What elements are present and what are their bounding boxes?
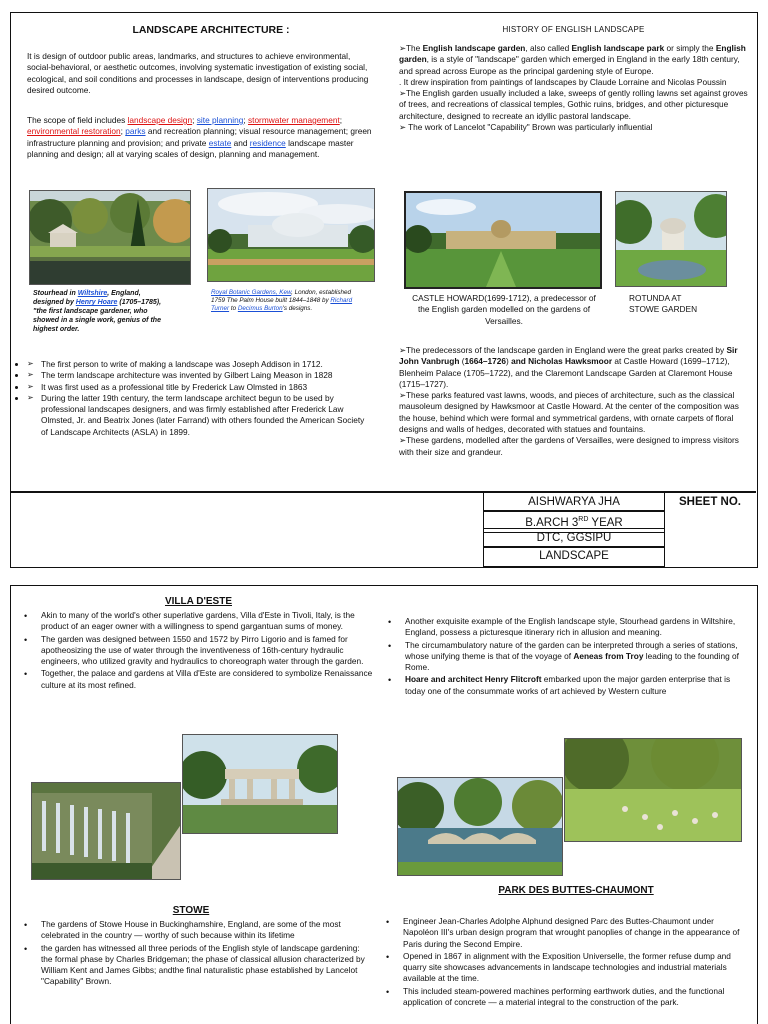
caption-stourhead: Stourhead in Wiltshire, England, designed by Henry Hoare (1705–1785), "the first landscape gardener, who showed in a single work, genius of the highest order. — [33, 290, 162, 334]
link-residence[interactable]: residence — [249, 137, 286, 148]
parks-featured-para: ➢These parks featured vast lawns, woods, and pieces of architecture, such as the classical mausoleum designed by Hawksmoor at Castle Howard. At the center of the composition was the house, behind which were formal and symmetrical gardens, with ornate carpets of floral designs and walls of hedges, decorated with statues and fountains. — [399, 390, 739, 434]
kew-palm-house-photo — [207, 188, 375, 282]
villa-deste-title: VILLA D'ESTE — [164, 596, 232, 607]
sheet-1 — [10, 12, 758, 568]
link-site-planning[interactable]: site planning — [196, 115, 244, 125]
link-environmental-restoration[interactable]: environmental restoration — [27, 126, 121, 137]
list-item: • The circumambulatory nature of the garden can be interpreted through a series of stations, whose unifying theme is that of the voyage of Aeneas from Troy leading to the founding of Rome. — [385, 640, 747, 674]
right-title: HISTORY OF ENGLISH LANDSCAPE — [502, 25, 645, 34]
history-para-3: ➢The English garden usually included a lake, sweeps of gently rolling lawns set against groves of trees, and recreations of classical temples, Gothic ruins, bridges, and other picturesque architecture, designed to recreate an idyllic pastoral landscape. — [399, 88, 748, 121]
left-title: LANDSCAPE ARCHITECTURE : — [132, 24, 290, 36]
stowe-palladian-bridge-photo — [182, 734, 338, 834]
list-item: • Opened in 1867 in alignment with the Exposition Universelle, the former refuse dump and quarry site showcases advancements in landscape technologies and industrial materials available at the time. — [383, 951, 749, 985]
link-richard-turner[interactable]: Richard Turner — [211, 297, 353, 313]
predecessors-text — [399, 345, 749, 458]
list-item: ➢ • The term landscape architecture was invented by Gilbert Laing Meason in 1828 — [27, 370, 372, 381]
link-decimus-burton[interactable]: Decimus Burton — [237, 305, 283, 313]
history-para-1: ➢The English landscape garden, also called English landscape park or simply the English garden, is a style of "landscape" garden which emerged in England in the early 18th century, and spread across Europe as the principal gardening style of Europe. — [399, 43, 746, 76]
stourhead-photo — [29, 190, 191, 285]
villa-points — [21, 610, 373, 692]
predecessors-para: ➢The predecessors of the landscape garden in England were the great parks created by Sir John Vanbrugh (1664–1726) and Nicholas Hawksmoor at Castle Howard (1699–1712), Blenheim Palace (1705–1722), and the Claremont Landscape Garden at Claremont House (1715–1727). — [399, 345, 738, 389]
link-parks[interactable]: parks — [125, 126, 146, 137]
left-points — [27, 359, 372, 438]
link-landscape-design[interactable]: landscape design — [127, 115, 193, 125]
caption-kew: Royal Botanic Gardens, Kew, London, established 1759 The Palm House built 1844–1848 by Richard Turner to Decimus Burton's designs. — [211, 289, 353, 313]
stowe-title: STOWE — [172, 905, 210, 916]
list-item: • the garden has witnessed all three periods of the English style of landscape gardening: the formal phase by Charles Bridgeman; the phase of classical allusion characterized by William Kent and James Gibbs; andthe final naturalistic phase established by Lancelot "Capability" Brown. — [21, 943, 373, 988]
list-item: • Engineer Jean-Charles Adolphe Alphund designed Parc des Buttes-Chaumont under Napoléon III's urban design program that wrought panoplies of change in the appearance of Paris during the Second Empire. — [383, 916, 749, 950]
history-para-2: . It drew inspiration from paintings of landscapes by Claude Lorraine and Nicolas Poussin — [399, 76, 727, 87]
buttes-chaumont-title: PARK DES BUTTES-CHAUMONT — [498, 885, 654, 896]
college-name: DTC, GGSIPU — [483, 528, 665, 548]
sheet-2 — [10, 585, 758, 1024]
list-item: ➢ • The first person to write of making a landscape was Joseph Addison in 1712. — [27, 359, 372, 370]
link-wiltshire[interactable]: Wiltshire — [77, 290, 108, 297]
list-item: ➢ • During the latter 19th century, the term landscape architect begun to be used by professional landscapes designers, and was firmly established after Frederick Law Olmsted, Jr. and Beatrix Jones (later Farrand) with others founded the American Society of Landscape Architects (ASLA) in 1899. — [27, 393, 372, 438]
link-stormwater[interactable]: stormwater management — [247, 115, 340, 125]
rotunda-photo — [615, 191, 727, 287]
stowe-points — [21, 919, 373, 989]
link-kew[interactable]: Royal Botanic Gardens, Kew — [211, 289, 292, 296]
sheet-no-label: SHEET NO. — [679, 496, 741, 508]
list-item: • Another exquisite example of the English landscape style, Stourhead gardens in Wiltshire, England, possess a picturesque itinerary rich in allusion and meaning. — [385, 616, 747, 639]
castle-howard-photo — [404, 191, 602, 289]
list-item: ➢ • It was first used as a professional title by Frederick Law Olmsted in 1863 — [27, 382, 372, 393]
list-item: • This included steam-powered machines performing earthwork duties, and the functional application of concrete — a material integral to the construction of the park. — [383, 986, 749, 1009]
history-text — [399, 43, 749, 133]
link-estate[interactable]: estate — [208, 137, 232, 148]
buttes-chaumont-photo — [564, 738, 742, 842]
buttes-points — [383, 916, 749, 1009]
intro-text: It is design of outdoor public areas, landmarks, and structures to achieve environmental, social-behavioral, or aesthetic outcomes, involving systematic investigation of existing social, ecological, and soil conditions and processes in landscape, design of interventions producing desired outcome. — [27, 51, 369, 95]
subject-name: LANDSCAPE — [483, 546, 665, 567]
student-name: AISHWARYA JHA — [483, 492, 665, 512]
villa-deste-fountains-photo — [31, 782, 181, 880]
course-year: B.ARCH 3RD YEAR — [483, 510, 665, 533]
list-item: • Akin to many of the world's other superlative gardens, Villa d'Este in Tivoli, Italy, is the product of an eager owner with a willingness to spend gargantuan sums of money. — [21, 610, 373, 633]
list-item: • Together, the palace and gardens at Villa d'Este are considered to symbolize Renaissance culture at its most refined. — [21, 668, 373, 691]
list-item: • The garden was designed between 1550 and 1572 by Pirro Ligorio and is famed for apotheosizing the use of water through the inventiveness of 16th-century hydraulic engineers, who utilized gravity and hydraulics to choreograph water through the garden. — [21, 634, 373, 668]
stourhead-points — [385, 616, 747, 698]
stourhead-bridge-photo — [397, 777, 563, 876]
link-henry-hoare[interactable]: Henry Hoare — [75, 299, 118, 307]
versailles-para: ➢These gardens, modelled after the gardens of Versailles, were designed to impress visitors with their size and grandeur. — [399, 435, 739, 457]
history-para-4: ➢ The work of Lancelot "Capability" Brown was particularly influential — [399, 121, 653, 132]
scope-text: The scope of field includes landscape design; site planning; stormwater management; environmental restoration; parks and recreation planning; visual resource management; green infrastructure planning and provision; and private estate and residence landscape master planning and design; all at varying scales of design, planning and management. — [27, 115, 372, 159]
list-item: • The gardens of Stowe House in Buckinghamshire, England, are some of the most celebrated in the country — worthy of such because within its lifetime — [21, 919, 373, 942]
list-item: • Hoare and architect Henry Flitcroft embarked upon the major garden enterprise that is today one of the consummate works of art achieved by Western culture — [385, 674, 747, 697]
caption-castle-howard: CASTLE HOWARD(1699-1712), a predecessor of the English garden modelled on the gardens of Versailles. — [412, 293, 596, 326]
caption-rotunda: ROTUNDA AT STOWE GARDEN — [629, 293, 698, 315]
